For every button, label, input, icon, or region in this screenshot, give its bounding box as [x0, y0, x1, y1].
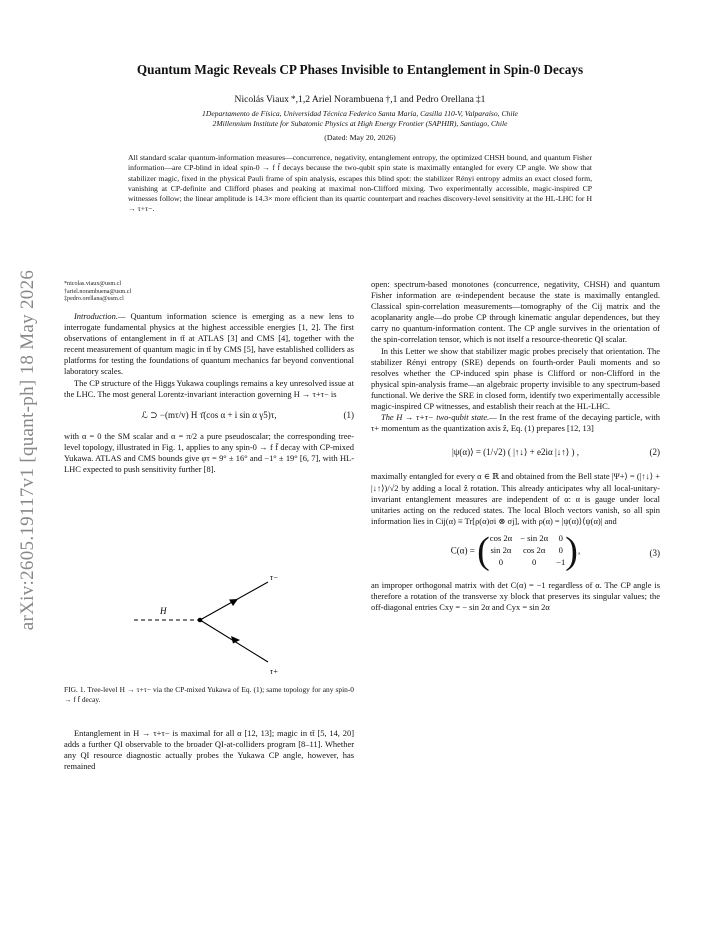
equation-3: C(α) = ( cos 2α − sin 2α 0 sin 2α cos 2α 0 0 0 −1 ), (3): [450, 529, 660, 572]
equation-2-body: |ψ(α)⟩ = (1/√2) ( |↑↓⟩ + e2iα |↓↑⟩ ) ,: [451, 447, 580, 458]
alpha-paragraph: with α = 0 the SM scalar and α = π/2 a pure pseudoscalar; the corresponding tree-level topology, illustrated in Fig. 1, applies to any spin-0 → f f̄ decay with CP-mixed Yukawa. ATLAS and CMS bounds give φτ = 9° ± 16° and −1° ± 19° [6, 7], with HL-LHC expected to push sensitivity further [8].: [64, 430, 354, 475]
intro-text: Quantum information science is emerging as a new lens to interrogate fundamental physics at the highest accessible energies [1, 2]. The first observations of entanglement in tt̄ at ATLAS [3] and CMS [4], together with the recent measurement of quantum magic in tt̄ by CMS [5], have established colliders as platforms for testing the foundations of quantum mechanics far beyond conventional laboratory scales.: [64, 311, 354, 377]
matrix-entry: cos 2α: [522, 545, 546, 556]
matrix-entry: 0: [498, 557, 504, 568]
affiliation-1: 1Departamento de Física, Universidad Técnica Federico Santa María, Casilla 110-V, Valparaíso, Chile: [202, 109, 518, 118]
letter-paragraph: In this Letter we show that stabilizer magic probes precisely that orientation. The stabilizer Rényi entropy (SRE) depends on fourth-order Pauli moments and so resolves whether the CP-induced spin phase is Clifford or non-Clifford in the physical spin-analysis frame—an algebraic property invisible to any spectrum-based functional. We derive the SRE in closed form, identify two experimentally accessible magic-inspired CP witnesses, and establish their reach at the HL-LHC.: [371, 345, 660, 412]
arxiv-stamp: [8, 150, 48, 750]
matrix-entry: sin 2α: [490, 545, 512, 556]
dated-line: (Dated: May 20, 2026): [324, 133, 396, 142]
state-text: In the rest frame of the decaying particle, with τ+ momentum as the quantization axis ẑ, Eq. (1) prepares [12, 13]: [371, 412, 660, 434]
left-column: [64, 311, 354, 475]
state-paragraph: [371, 412, 660, 434]
label-H: H: [160, 606, 167, 616]
cp-paragraph: The CP structure of the Higgs Yukawa couplings remains a key unresolved issue at the LHC. The most general Lorentz-invariant interaction governing H → τ+τ− is: [64, 377, 354, 399]
footnote-1: *nicolas.viaux@usm.cl: [64, 281, 122, 287]
orthogonal-paragraph: an improper orthogonal matrix with det C(α) = −1 regardless of α. The CP angle is therefore a rotation of the transverse xy block that preserves its singular values; the off-diagonal entries Cxy = − sin 2α and Cyx = sin 2α: [371, 579, 660, 613]
matrix-entry: 0: [532, 557, 537, 568]
author-list: Nicolás Viaux *,1,2 Ariel Norambuena †,1 and Pedro Orellana ‡1: [234, 94, 486, 105]
open-paragraph: open: spectrum-based monotones (concurrence, negativity, CHSH) and quantum Fisher information are α-independent because the state is maximally entangled. Classical spin-correlation measurements—tomography of the Cij matrix and the acoplanarity angle—do probe CP through kinematic angular dependences, but they carry no quantum-information content. The CP angle survives in the orientation of the spin-correlation tensor, which is not itself a resource-theoretic QI scalar.: [371, 279, 660, 345]
footnotes: [64, 281, 354, 304]
equation-1-number: (1): [343, 409, 354, 420]
footnote-3: ‡pedro.orellana@usm.cl: [64, 296, 124, 303]
feynman-diagram: [120, 570, 320, 680]
c-matrix: [490, 533, 566, 568]
matrix-entry: − sin 2α: [520, 533, 549, 544]
abstract: All standard scalar quantum-information measures—concurrence, negativity, entanglement entropy, the optimized CHSH bound, and quantum Fisher information—are CP-blind in ideal spin-0 → f f̄ decays because the two-qubit spin state is maximally entangled for every CP angle. We show that stabilizer magic, fixed in the physical Pauli frame of spin analysis, escapes this blind spot: the stabilizer Rényi entropy admits an exact closed form, vanishing at CP-definite and Clifford phases and peaking at maximal non-Clifford mixing. Two experimentally accessible, magic-inspired CP witnesses follow; the linear amplitude is 14.3× more efficient than its quartic counterpart and reaches discovery-level sensitivity at the HL-LHC for H → τ+τ−.: [128, 153, 592, 214]
equation-3-lhs: C(α) =: [450, 545, 475, 556]
affiliation-2: 2Millennium Institute for Subatomic Physics at High Energy Frontier (SAPHIR), Santiago, Chile: [212, 119, 508, 128]
intro-paragraph: [64, 311, 354, 378]
state-heading: The H → τ+τ− two-qubit state.—: [381, 412, 497, 423]
arxiv-id: arXiv:2605.19117v1 [quant-ph] 18 May 2026: [17, 269, 38, 631]
right-column: [371, 279, 660, 613]
bell-paragraph: maximally entangled for every α ∈ ℝ and obtained from the Bell state |Ψ+⟩ = (|↑↓⟩ + |↓↑⟩)/√2 by adding a local ẑ rotation. This already anticipates why all local-unitary-invariant entanglement measures are independent of α: α is gauge under local unitaries acting on the reduced states. The local Bloch vectors vanish, so all spin information lies in Cij(α) ≡ Tr[ρ(α)σi ⊗ σj], with ρ(α) = |ψ(α)⟩⟨ψ(α)| and: [371, 471, 660, 526]
footnote-2: †ariel.norambuena@usm.cl: [64, 288, 132, 295]
vertex: [198, 618, 203, 623]
equation-2: [371, 447, 660, 458]
matrix-entry: 0: [558, 533, 563, 544]
matrix-entry: −1: [556, 557, 566, 568]
figure-1-caption: FIG. 1. Tree-level H → τ+τ− via the CP-mixed Yukawa of Eq. (1); same topology for any spin-0 → f f̄ decay.: [64, 685, 354, 704]
entanglement-paragraph: Entanglement in H → τ+τ− is maximal for all α [12, 13]; magic in tt̄ [5, 14, 20] adds a further QI observable to the broader QI-at-colliders program [8–11]. Whether any QI resource diagnostic actually probes the Yukawa CP angle, however, has remained: [64, 728, 354, 772]
left-column-bottom: [64, 728, 354, 772]
paper-title: Quantum Magic Reveals CP Phases Invisible to Entanglement in Spin-0 Decays: [136, 62, 584, 77]
left-paren: (: [477, 529, 490, 572]
equation-1: [64, 410, 354, 421]
equation-3-number: (3): [649, 547, 660, 558]
label-tau-plus: τ+: [270, 667, 279, 676]
matrix-entry: 0: [558, 545, 563, 556]
matrix-entry: cos 2α: [489, 533, 513, 544]
right-paren: ): [565, 529, 578, 572]
label-tau-minus: τ−: [270, 573, 279, 582]
equation-2-number: (2): [649, 447, 660, 458]
intro-heading: Introduction.—: [74, 311, 126, 321]
equation-1-body: ℒ ⊃ −(mτ/v) H τ̄(cos α + i sin α γ5)τ,: [141, 409, 277, 420]
